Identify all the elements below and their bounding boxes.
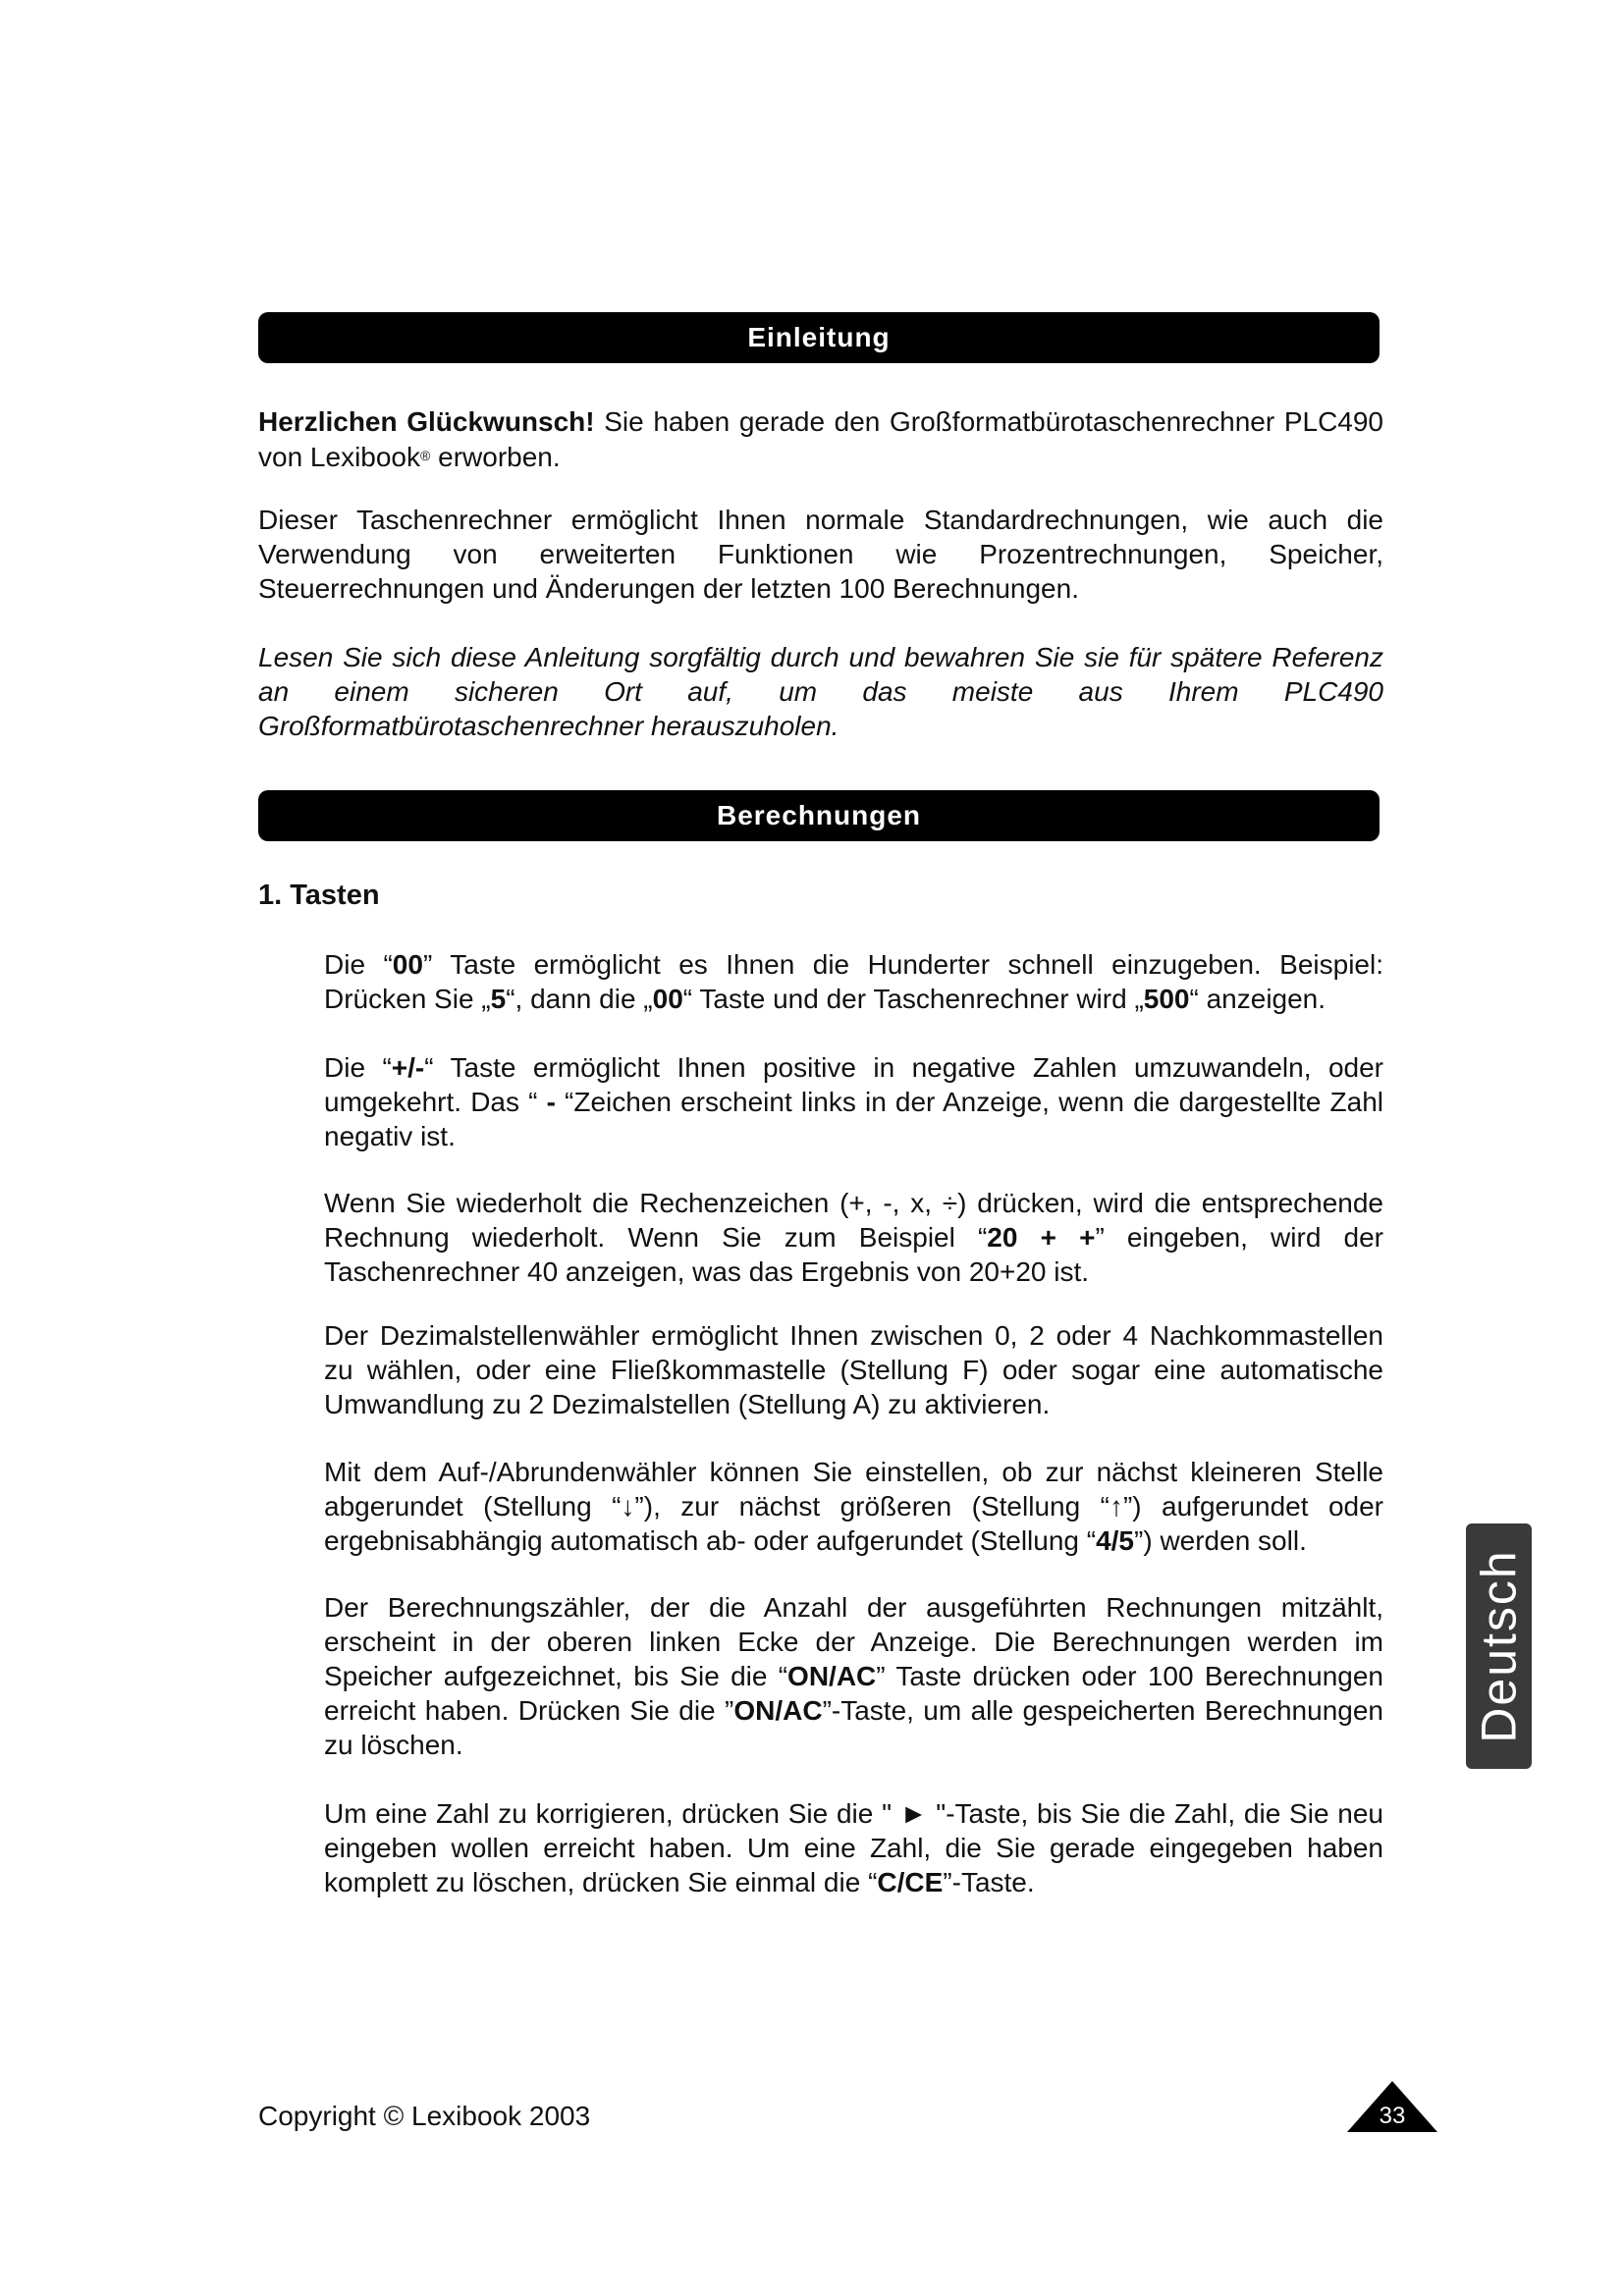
intro-paragraph-3: Lesen Sie sich diese Anleitung sorgfältig durch und bewahren Sie sie für spätere Referenz an einem sicheren Ort auf, um das meiste aus Ihrem PLC490 Großformatbürotaschenrechner herauszuholen. (258, 642, 1383, 741)
section-header-berechnungen (258, 790, 1380, 841)
language-tab-label: Deutsch (1471, 1549, 1527, 1743)
keys-paragraph-5: Mit dem Auf-/Abrundenwähler können Sie einstellen, ob zur nächst kleineren Stelle abgerundet (Stellung “↓”), zur nächst größeren (Stellung “↑”) aufgerundet oder ergebnisabhängig automatisch ab- oder aufgerundet (Stellung “4/5”) werden soll. (324, 1457, 1383, 1556)
section-title: Einleitung (747, 322, 891, 352)
copyright-footer: Copyright © Lexibook 2003 (258, 2101, 591, 2131)
keys-paragraph-4: Der Dezimalstellenwähler ermöglicht Ihnen zwischen 0, 2 oder 4 Nachkommastellen zu wählen, oder eine Fließkommastelle (Stellung F) oder sogar eine automatische Umwandlung zu 2 Dezimalstellen (Stellung A) zu aktivieren. (324, 1320, 1383, 1419)
keys-paragraph-3: Wenn Sie wiederholt die Rechenzeichen (+, -, x, ÷) drücken, wird die entsprechende Rechnung wiederholt. Wenn Sie zum Beispiel “20 + +” eingeben, wird der Taschenrechner 40 anzeigen, was das Ergebnis von 20+20 ist. (324, 1188, 1383, 1287)
language-tab (1466, 1523, 1532, 1769)
intro-paragraph-2: Dieser Taschenrechner ermöglicht Ihnen normale Standardrechnungen, wie auch die Verwendung von erweiterten Funktionen wie Prozentrechnungen, Speicher, Steuerrechnungen und Änderungen der letzten 100 Berechnungen. (258, 505, 1383, 604)
keys-paragraph-2: Die “+/-“ Taste ermöglicht Ihnen positive in negative Zahlen umzuwandeln, oder umgekehrt. Das “ - “Zeichen erscheint links in der Anzeige, wenn die dargestellte Zahl negativ ist. (324, 1052, 1383, 1151)
subsection-heading: 1. Tasten (258, 880, 380, 911)
intro-paragraph-1: Herzlichen Glückwunsch! Sie haben gerade den Großformatbürotaschenrechner PLC490 von Lexibook® erworben. (258, 406, 1384, 472)
keys-paragraph-6: Der Berechnungszähler, der die Anzahl der ausgeführten Rechnungen mitzählt, erscheint in der oberen linken Ecke der Anzeige. Die Berechnungen werden im Speicher aufgezeichnet, bis Sie die “ON/AC” Taste drücken oder 100 Berechnungen erreicht haben. Drücken Sie die ”ON/AC”-Taste, um alle gespeicherten Berechnungen zu löschen. (324, 1592, 1383, 1760)
keys-paragraph-1: Die “00” Taste ermöglicht es Ihnen die Hunderter schnell einzugeben. Beispiel: Drücken Sie „5“, dann die „00“ Taste und der Taschenrechner wird „500“ anzeigen. (324, 949, 1383, 1014)
page-number-badge (1345, 2079, 1439, 2134)
section-header-einleitung (258, 312, 1380, 363)
page-number: 33 (1379, 2103, 1406, 2129)
keys-paragraph-7: Um eine Zahl zu korrigieren, drücken Sie die " ► "-Taste, bis Sie die Zahl, die Sie neu eingeben wollen erreicht haben. Um eine Zahl, die Sie gerade eingegeben haben komplett zu löschen, drücken Sie einmal die “C/CE”-Taste. (324, 1798, 1383, 1897)
section-title: Berechnungen (716, 800, 922, 830)
